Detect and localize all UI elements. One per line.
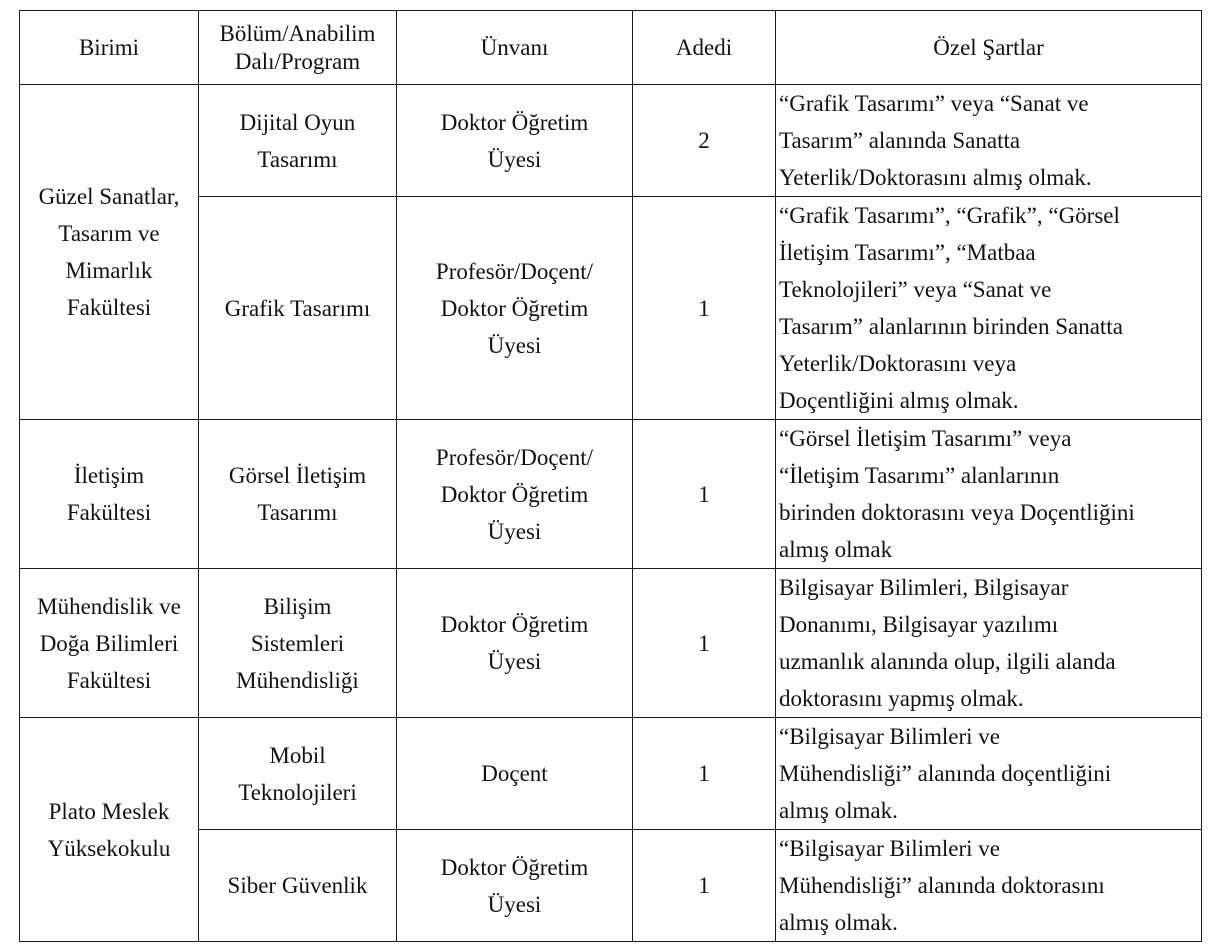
requirements-cell: “Görsel İletişim Tasarımı” veya “İletişim Tasarımı” alanlarının birinden doktorasını veya Doçentliğini almış olmak xyxy=(776,420,1202,569)
header-requirements: Özel Şartlar xyxy=(776,11,1202,85)
department-cell: Grafik Tasarımı xyxy=(199,197,397,420)
count-cell: 1 xyxy=(633,718,776,830)
table-row xyxy=(20,569,1202,718)
header-department: Bölüm/Anabilim Dalı/Program xyxy=(199,11,397,85)
title-cell: Doktor Öğretim Üyesi xyxy=(397,830,633,942)
count-cell: 1 xyxy=(633,420,776,569)
count-cell: 2 xyxy=(633,85,776,197)
table-row xyxy=(20,85,1202,197)
department-cell: Bilişim Sistemleri Mühendisliği xyxy=(199,569,397,718)
count-cell: 1 xyxy=(633,830,776,942)
department-cell: Dijital Oyun Tasarımı xyxy=(199,85,397,197)
requirements-cell: “Grafik Tasarımı”, “Grafik”, “Görsel İletişim Tasarımı”, “Matbaa Teknolojileri” veya “Sanat ve Tasarım” alanlarının birinden Sanatta Yeterlik/Doktorasını veya Doçentliğini almış olmak. xyxy=(776,197,1202,420)
unit-cell: İletişim Fakültesi xyxy=(20,420,199,569)
title-cell: Doçent xyxy=(397,718,633,830)
unit-cell: Güzel Sanatlar, Tasarım ve Mimarlık Fakültesi xyxy=(20,85,199,420)
table-row xyxy=(20,718,1202,830)
header-row xyxy=(20,11,1202,85)
unit-cell: Plato Meslek Yüksekokulu xyxy=(20,718,199,942)
department-cell: Görsel İletişim Tasarımı xyxy=(199,420,397,569)
title-cell: Profesör/Doçent/ Doktor Öğretim Üyesi xyxy=(397,420,633,569)
unit-cell: Mühendislik ve Doğa Bilimleri Fakültesi xyxy=(20,569,199,718)
department-cell: Mobil Teknolojileri xyxy=(199,718,397,830)
requirements-cell: “Bilgisayar Bilimleri ve Mühendisliği” alanında doçentliğini almış olmak. xyxy=(776,718,1202,830)
positions-table xyxy=(19,10,1202,942)
count-cell: 1 xyxy=(633,197,776,420)
count-cell: 1 xyxy=(633,569,776,718)
header-unit: Birimi xyxy=(20,11,199,85)
requirements-cell: Bilgisayar Bilimleri, Bilgisayar Donanımı, Bilgisayar yazılımı uzmanlık alanında olup, ilgili alanda doktorasını yapmış olmak. xyxy=(776,569,1202,718)
header-count: Adedi xyxy=(633,11,776,85)
department-cell: Siber Güvenlik xyxy=(199,830,397,942)
header-title: Ünvanı xyxy=(397,11,633,85)
title-cell: Profesör/Doçent/ Doktor Öğretim Üyesi xyxy=(397,197,633,420)
requirements-cell: “Bilgisayar Bilimleri ve Mühendisliği” alanında doktorasını almış olmak. xyxy=(776,830,1202,942)
title-cell: Doktor Öğretim Üyesi xyxy=(397,85,633,197)
table-row xyxy=(20,420,1202,569)
requirements-cell: “Grafik Tasarımı” veya “Sanat ve Tasarım” alanında Sanatta Yeterlik/Doktorasını almış olmak. xyxy=(776,85,1202,197)
title-cell: Doktor Öğretim Üyesi xyxy=(397,569,633,718)
